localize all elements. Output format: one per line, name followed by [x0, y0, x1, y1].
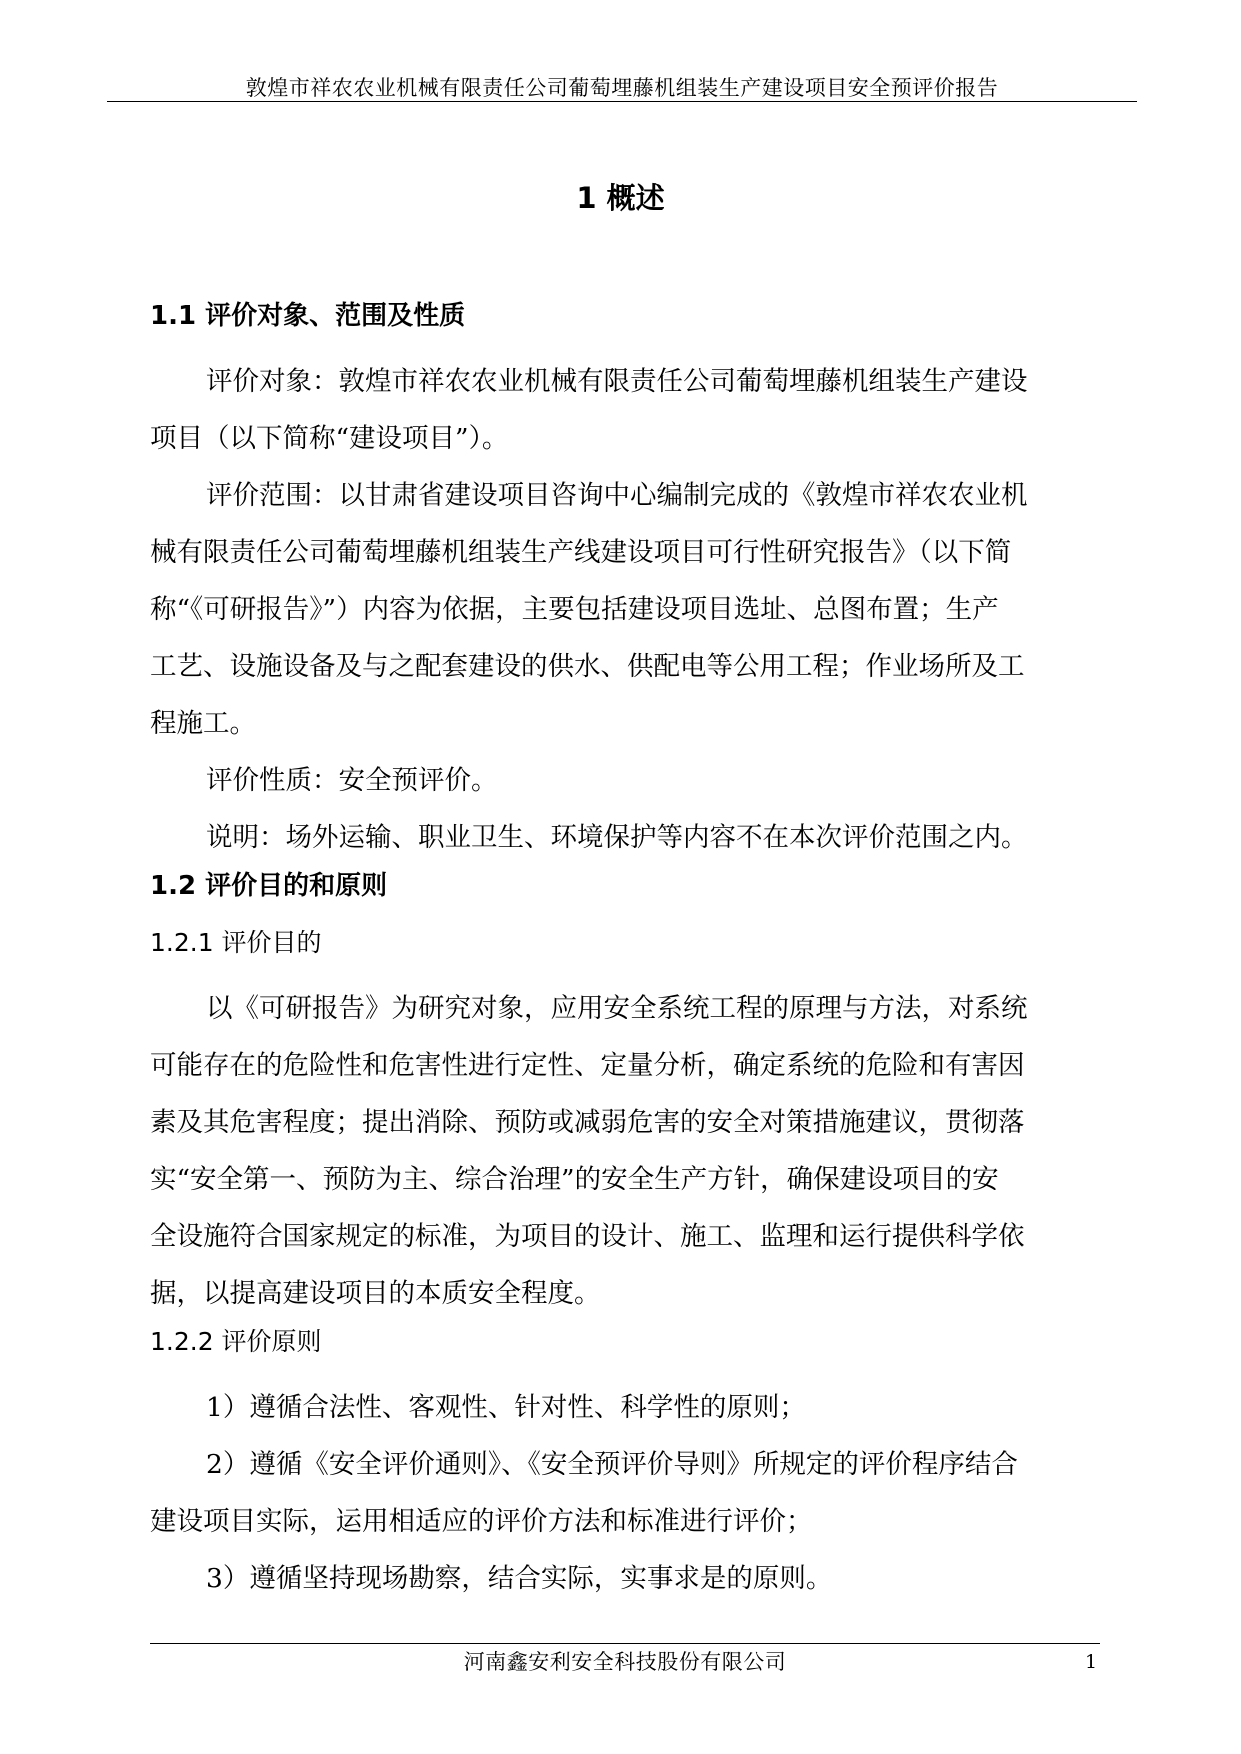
principle-item-2	[150, 1436, 1100, 1550]
text-line: 程施工。	[150, 708, 256, 739]
principle-item-1: 1）遵循合法性、客观性、针对性、科学性的原则；	[206, 1392, 806, 1423]
text-line: 评价对象：敦煌市祥农农业机械有限责任公司葡萄埋藤机组装生产建设	[206, 366, 1028, 397]
text-line: 全设施符合国家规定的标准，为项目的设计、施工、监理和运行提供科学依	[150, 1221, 1025, 1252]
paragraph-evaluation-scope	[150, 467, 1100, 752]
subsection-heading-1-2-2: 1.2.2 评价原则	[150, 1327, 322, 1356]
text-line: 械有限责任公司葡萄埋藤机组装生产线建设项目可行性研究报告》（以下简	[150, 537, 1012, 568]
section-heading-1-2: 1.2 评价目的和原则	[150, 871, 388, 901]
text-line: 工艺、设施设备及与之配套建设的供水、供配电等公用工程；作业场所及工	[150, 651, 1025, 682]
paragraph-evaluation-object	[150, 353, 1100, 467]
text-line: 称“《可研报告》”）内容为依据，主要包括建设项目选址、总图布置；生产	[150, 594, 999, 625]
principle-item-3: 3）遵循坚持现场勘察，结合实际，实事求是的原则。	[206, 1563, 833, 1594]
paragraph-evaluation-purpose	[150, 980, 1100, 1322]
header-divider	[107, 101, 1137, 102]
text-line: 素及其危害程度；提出消除、预防或减弱危害的安全对策措施建议，贯彻落	[150, 1107, 1025, 1138]
paragraph-evaluation-nature: 评价性质：安全预评价。	[206, 765, 498, 796]
text-line: 可能存在的危险性和危害性进行定性、定量分析，确定系统的危险和有害因	[150, 1050, 1025, 1081]
footer-company: 河南鑫安利安全科技股份有限公司	[463, 1650, 787, 1674]
text-line: 以《可研报告》为研究对象，应用安全系统工程的原理与方法，对系统	[206, 993, 1028, 1024]
text-line: 建设项目实际，运用相适应的评价方法和标准进行评价；	[150, 1506, 813, 1537]
text-line: 据，以提高建设项目的本质安全程度。	[150, 1278, 601, 1309]
subsection-heading-1-2-1: 1.2.1 评价目的	[150, 928, 322, 957]
text-line: 项目（以下简称“建设项目”）。	[150, 423, 509, 454]
text-line: 2）遵循《安全评价通则》、《安全预评价导则》所规定的评价程序结合	[206, 1449, 1018, 1480]
page-number: 1	[1085, 1651, 1098, 1673]
chapter-title: 1 概述	[576, 181, 665, 215]
text-line: 评价范围：以甘肃省建设项目咨询中心编制完成的《敦煌市祥农农业机	[206, 480, 1028, 511]
text-line: 实“安全第一、预防为主、综合治理”的安全生产方针，确保建设项目的安	[150, 1164, 999, 1195]
footer-divider	[150, 1643, 1100, 1644]
page-header: 敦煌市祥农农业机械有限责任公司葡萄埋藤机组装生产建设项目安全预评价报告	[245, 76, 999, 100]
section-heading-1-1: 1.1 评价对象、范围及性质	[150, 301, 466, 331]
paragraph-note: 说明：场外运输、职业卫生、环境保护等内容不在本次评价范围之内。	[206, 822, 1028, 853]
document-body	[150, 296, 1100, 1607]
